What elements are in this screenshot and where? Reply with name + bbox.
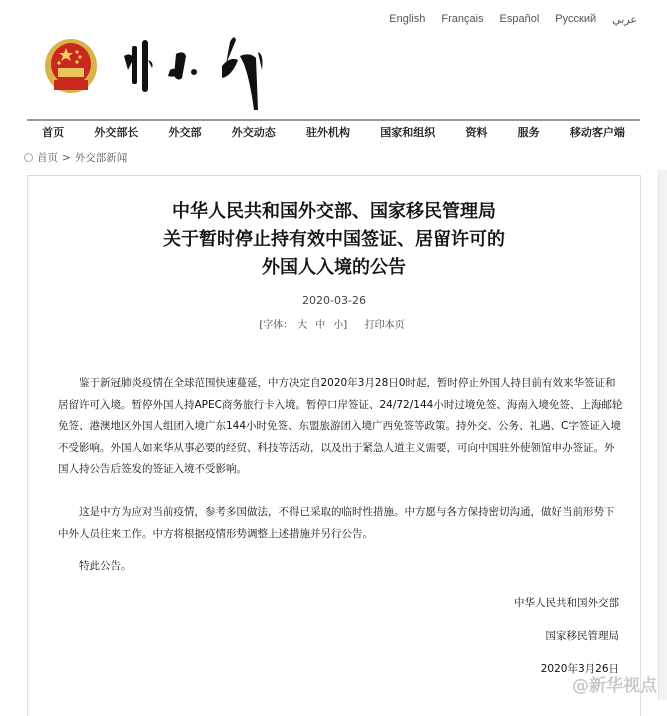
national-emblem-icon[interactable] xyxy=(44,38,98,96)
nav-divider xyxy=(27,119,640,121)
article-date: 2020-03-26 xyxy=(302,294,366,307)
site-logo[interactable] xyxy=(118,30,288,110)
breadcrumb-home[interactable]: 首页 xyxy=(37,152,58,164)
nav-mobile[interactable]: 移动客户端 xyxy=(569,126,625,139)
font-small-button[interactable]: 小] xyxy=(333,320,348,331)
watermark: @新华视点 xyxy=(572,676,657,696)
nav-resources[interactable]: 资料 xyxy=(465,126,488,139)
language-links xyxy=(389,13,637,26)
breadcrumb-current[interactable]: 外交部新闻 xyxy=(74,152,128,164)
nav-ministry[interactable]: 外交部 xyxy=(168,126,202,139)
lang-russian[interactable]: Русский xyxy=(555,13,597,25)
font-medium-button[interactable]: 中 xyxy=(315,320,326,331)
nav-minister[interactable]: 外交部长 xyxy=(94,126,139,139)
lang-spanish[interactable]: Español xyxy=(499,13,540,25)
article-paragraph: 特此公告。 xyxy=(79,560,132,572)
title-line: 外国人入境的公告 xyxy=(262,257,406,278)
calligraphy-logo-icon xyxy=(118,30,288,110)
title-line: 中华人民共和国外交部、国家移民管理局 xyxy=(172,201,496,222)
article-paragraph: 这是中方为应对当前疫情，参考多国做法，不得已采取的临时性措施。中方愿与各方保持密切沟通，做好当前形势下中外人员往来工作。中方将根据疫情形势调整上述措施并另行公告。 xyxy=(58,506,615,540)
article-tools xyxy=(27,316,641,331)
breadcrumb-icon xyxy=(24,153,33,162)
nav-home[interactable]: 首页 xyxy=(42,126,65,139)
lang-english[interactable]: English xyxy=(389,13,426,25)
article-title xyxy=(27,198,641,282)
breadcrumb-separator: > xyxy=(62,151,71,164)
lang-french[interactable]: Français xyxy=(441,13,484,25)
scrollbar[interactable] xyxy=(658,170,667,700)
main-nav xyxy=(27,124,640,140)
article-paragraph: 鉴于新冠肺炎疫情在全球范围快速蔓延，中方决定自2020年3月28日0时起，暂时停止外国人持目前有效来华签证和居留许可入境。暂停外国人持APEC商务旅行卡入境。暂停口岸签证、24/72/144小时过境免签、海南入境免签、上海邮轮免签、港澳地区外国人组团入境广东144小时免签、东盟旅游团入境广西免签等政策。持外交、公务、礼遇、C字签证入境不受影响。外国人如来华从事必要的经贸、科技等活动，以及出于紧急人道主义需要，可向中国驻外使领馆申办签证。外国人持公告后签发的签证入境不受影响。 xyxy=(58,377,623,475)
signature-nia: 国家移民管理局 xyxy=(545,630,619,642)
nav-news[interactable]: 外交动态 xyxy=(231,126,276,139)
nav-missions[interactable]: 驻外机构 xyxy=(305,126,350,139)
nav-services[interactable]: 服务 xyxy=(517,126,540,139)
nav-countries[interactable]: 国家和组织 xyxy=(380,126,436,139)
title-line: 关于暂时停止持有效中国签证、居留许可的 xyxy=(163,229,505,250)
breadcrumb xyxy=(24,150,127,165)
font-large-button[interactable]: 大 xyxy=(297,320,308,331)
print-button[interactable]: 打印本页 xyxy=(364,320,405,331)
signature-mfa: 中华人民共和国外交部 xyxy=(514,597,619,609)
signature-date: 2020年3月26日 xyxy=(540,663,619,675)
font-size-label: [字体： xyxy=(259,320,294,331)
lang-arabic[interactable]: عربي xyxy=(612,14,637,26)
